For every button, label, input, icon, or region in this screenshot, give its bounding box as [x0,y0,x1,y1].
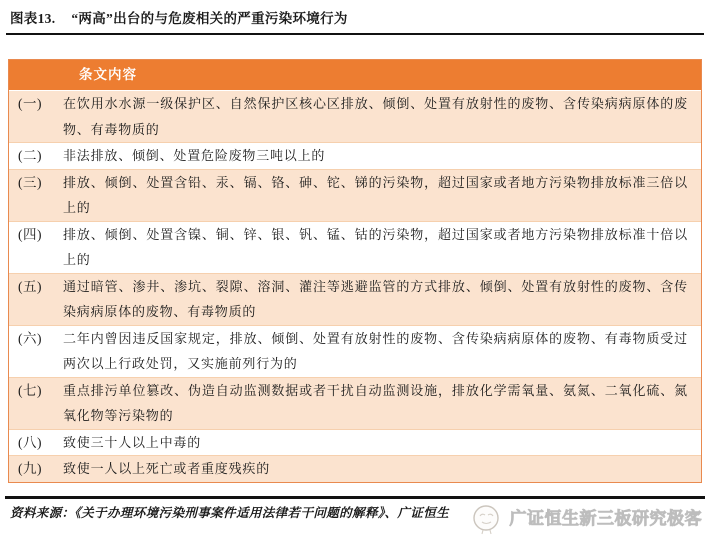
table-header-label: 条文内容 [79,67,137,82]
row-text: 排放、倾倒、处置含铅、汞、镉、铬、砷、铊、锑的污染物，超过国家或者地方污染物排放标准三倍以上的 [63,174,688,215]
table-row [9,325,701,377]
row-number: (九) [18,461,42,476]
table-row [9,377,701,429]
row-number: (一) [18,96,42,111]
row-number: (三) [18,174,42,190]
row-text: 通过暗管、渗井、渗坑、裂隙、溶洞、灌注等逃避监管的方式排放、倾倒、处置有放射性的废物、含传染病病原体的废物、有毒物质的 [63,278,688,319]
source-note: 资料来源：《关于办理环境污染刑事案件适用法律若干问题的解释》、广证恒生 [10,505,450,520]
brand-watermark: 广证恒生新三板研究极客 [509,509,702,528]
provisions-table [8,59,702,483]
table-row [9,455,701,482]
table-row [9,142,701,169]
table-row [9,429,701,456]
figure-title [0,0,710,27]
row-text: 在饮用水水源一级保护区、自然保护区核心区排放、倾倒、处置有放射性的废物、含传染病病原体的废物、有毒物质的 [63,96,688,137]
row-number: (八) [18,434,42,450]
row-text: 排放、倾倒、处置含镍、铜、锌、银、钒、锰、钴的污染物，超过国家或者地方污染物排放标准十倍以上的 [63,226,688,267]
figure-title-text: “两高”出台的与危废相关的严重污染环境行为 [71,11,348,26]
mascot-logo-icon [472,504,502,536]
table-row [9,221,701,273]
title-divider [6,33,704,35]
row-text: 致使三十人以上中毒的 [63,434,202,450]
table-row [9,90,701,142]
row-number: (七) [18,382,42,398]
row-number: (六) [18,330,42,346]
row-number: (二) [18,148,42,163]
row-number: (四) [18,226,42,242]
row-text: 非法排放、倾倒、处置危险废物三吨以上的 [63,148,326,163]
table-header-row [9,60,701,90]
table-row [9,273,701,325]
table-row [9,169,701,221]
row-text: 二年内曾因违反国家规定，排放、倾倒、处置有放射性的废物、含传染病病原体的废物、有毒物质受过两次以上行政处罚，又实施前列行为的 [63,330,688,371]
row-text: 重点排污单位篡改、伪造自动监测数据或者干扰自动监测设施，排放化学需氧量、氨氮、二氧化硫、氮氧化物等污染物的 [63,382,688,423]
table-body [9,90,701,482]
row-number: (五) [18,278,42,294]
figure-number-label: 图表13. [10,11,56,26]
row-text: 致使一人以上死亡或者重度残疾的 [63,461,271,476]
